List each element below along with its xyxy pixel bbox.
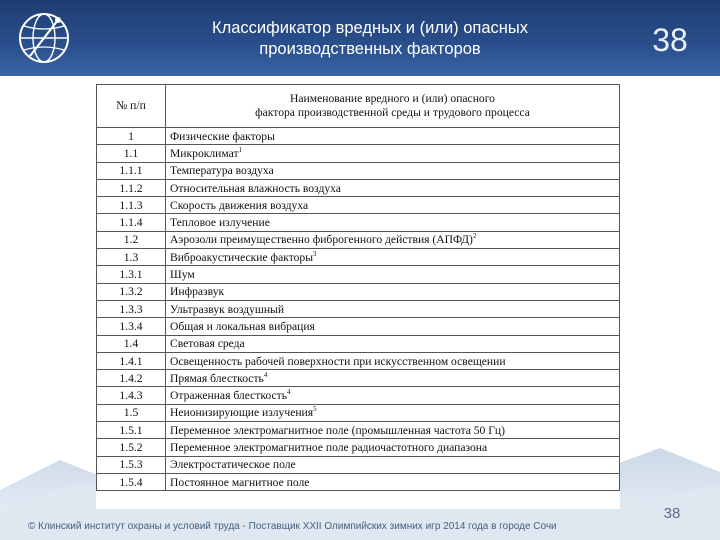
row-number: 1.4.3 (97, 387, 166, 404)
row-number: 1.2 (97, 231, 166, 248)
table-row (97, 370, 620, 387)
factor-name-text: Световая среда (170, 337, 245, 351)
table-row (97, 422, 620, 439)
factor-name-text: Переменное электромагнитное поле (промышленная частота 50 Гц) (170, 423, 505, 437)
factor-name-text: Тепловое излучение (170, 216, 270, 230)
row-number: 1.4.2 (97, 370, 166, 387)
row-factor-name (166, 318, 620, 335)
table-row (97, 128, 620, 145)
factor-name-text: Виброакустические факторы (170, 250, 313, 264)
table-row (97, 318, 620, 335)
table-row (97, 214, 620, 231)
table-row (97, 231, 620, 248)
table-row (97, 162, 620, 179)
row-number: 1 (97, 128, 166, 145)
row-factor-name (166, 162, 620, 179)
factor-name-text: Неионизирующие излучения (170, 406, 314, 420)
factor-name-text: Освещенность рабочей поверхности при искусственном освещении (170, 354, 506, 368)
row-number: 1.3.4 (97, 318, 166, 335)
table-header-row (97, 85, 620, 128)
row-number: 1.5.1 (97, 422, 166, 439)
header-number: № п/п (97, 85, 166, 128)
slide-number-bottom: 38 (663, 505, 681, 522)
header-name-line-2: фактора производственной среды и трудового процесса (255, 106, 530, 119)
table-row (97, 145, 620, 162)
table-row (97, 283, 620, 300)
row-number: 1.1.4 (97, 214, 166, 231)
row-number: 1.4 (97, 335, 166, 352)
slide-number-top: 38 (652, 22, 688, 58)
footnote-marker: 4 (287, 388, 291, 397)
row-factor-name (166, 456, 620, 473)
row-factor-name (166, 249, 620, 266)
table-row (97, 179, 620, 196)
factor-name-text: Микроклимат (170, 146, 239, 160)
globe-logo-icon (14, 8, 74, 68)
row-factor-name (166, 283, 620, 300)
row-factor-name (166, 214, 620, 231)
row-number: 1.4.1 (97, 352, 166, 369)
row-number: 1.3.2 (97, 283, 166, 300)
factor-name-text: Физические факторы (170, 129, 275, 143)
factor-name-text: Отраженная блесткость (170, 389, 287, 403)
row-number: 1.1.3 (97, 197, 166, 214)
table-row (97, 300, 620, 317)
row-factor-name (166, 422, 620, 439)
table-row (97, 404, 620, 421)
row-factor-name (166, 145, 620, 162)
row-number: 1.3.3 (97, 300, 166, 317)
factor-name-text: Электростатическое поле (170, 458, 296, 472)
row-number: 1.3 (97, 249, 166, 266)
title-line-2: производственных факторов (259, 40, 481, 58)
row-factor-name (166, 179, 620, 196)
table-row (97, 197, 620, 214)
factor-name-text: Прямая блесткость (170, 371, 264, 385)
row-number: 1.5.4 (97, 473, 166, 490)
row-factor-name (166, 473, 620, 490)
row-number: 1.5.3 (97, 456, 166, 473)
row-number: 1.1.2 (97, 179, 166, 196)
row-factor-name (166, 387, 620, 404)
slide-title (130, 18, 610, 60)
row-factor-name (166, 231, 620, 248)
factor-name-text: Аэрозоли преимущественно фиброгенного действия (АПФД) (170, 233, 473, 247)
factors-table (96, 84, 620, 491)
header-factor-name (166, 85, 620, 128)
factor-name-text: Температура воздуха (170, 164, 274, 178)
row-factor-name (166, 128, 620, 145)
table-row (97, 456, 620, 473)
factor-name-text: Постоянное магнитное поле (170, 475, 310, 489)
factor-name-text: Шум (170, 268, 195, 282)
row-factor-name (166, 300, 620, 317)
footnote-marker: 3 (313, 249, 317, 258)
table-row (97, 387, 620, 404)
row-number: 1.1.1 (97, 162, 166, 179)
factor-name-text: Скорость движения воздуха (170, 198, 309, 212)
row-number: 1.3.1 (97, 266, 166, 283)
row-number: 1.1 (97, 145, 166, 162)
header-name-line-1: Наименование вредного и (или) опасного (290, 92, 495, 105)
factor-name-text: Переменное электромагнитное поле радиочастотного диапазона (170, 440, 488, 454)
footnote-marker: 4 (263, 370, 268, 379)
table-row (97, 335, 620, 352)
footnote-marker: 1 (238, 146, 243, 155)
title-line-1: Классификатор вредных и (или) опасных (211, 19, 528, 37)
table-row (97, 439, 620, 456)
table-row (97, 352, 620, 369)
row-factor-name (166, 266, 620, 283)
table-row (97, 249, 620, 266)
table-row (97, 266, 620, 283)
row-factor-name (166, 370, 620, 387)
row-factor-name (166, 197, 620, 214)
footnote-marker: 2 (472, 232, 477, 241)
factors-table-document (96, 84, 620, 509)
footnote-marker: 5 (313, 405, 317, 414)
row-factor-name (166, 352, 620, 369)
slide-header (0, 0, 720, 76)
footer-copyright: © Клинский институт охраны и условий труда - Поставщик XXII Олимпийских зимних игр 2014 года в городе Сочи (28, 521, 557, 532)
row-factor-name (166, 439, 620, 456)
factor-name-text: Инфразвук (170, 285, 225, 299)
factor-name-text: Общая и локальная вибрация (170, 319, 315, 333)
factor-name-text: Относительная влажность воздуха (170, 181, 341, 195)
row-number: 1.5 (97, 404, 166, 421)
row-factor-name (166, 404, 620, 421)
factor-name-text: Ультразвук воздушный (170, 302, 285, 316)
row-factor-name (166, 335, 620, 352)
row-number: 1.5.2 (97, 439, 166, 456)
table-row (97, 473, 620, 490)
